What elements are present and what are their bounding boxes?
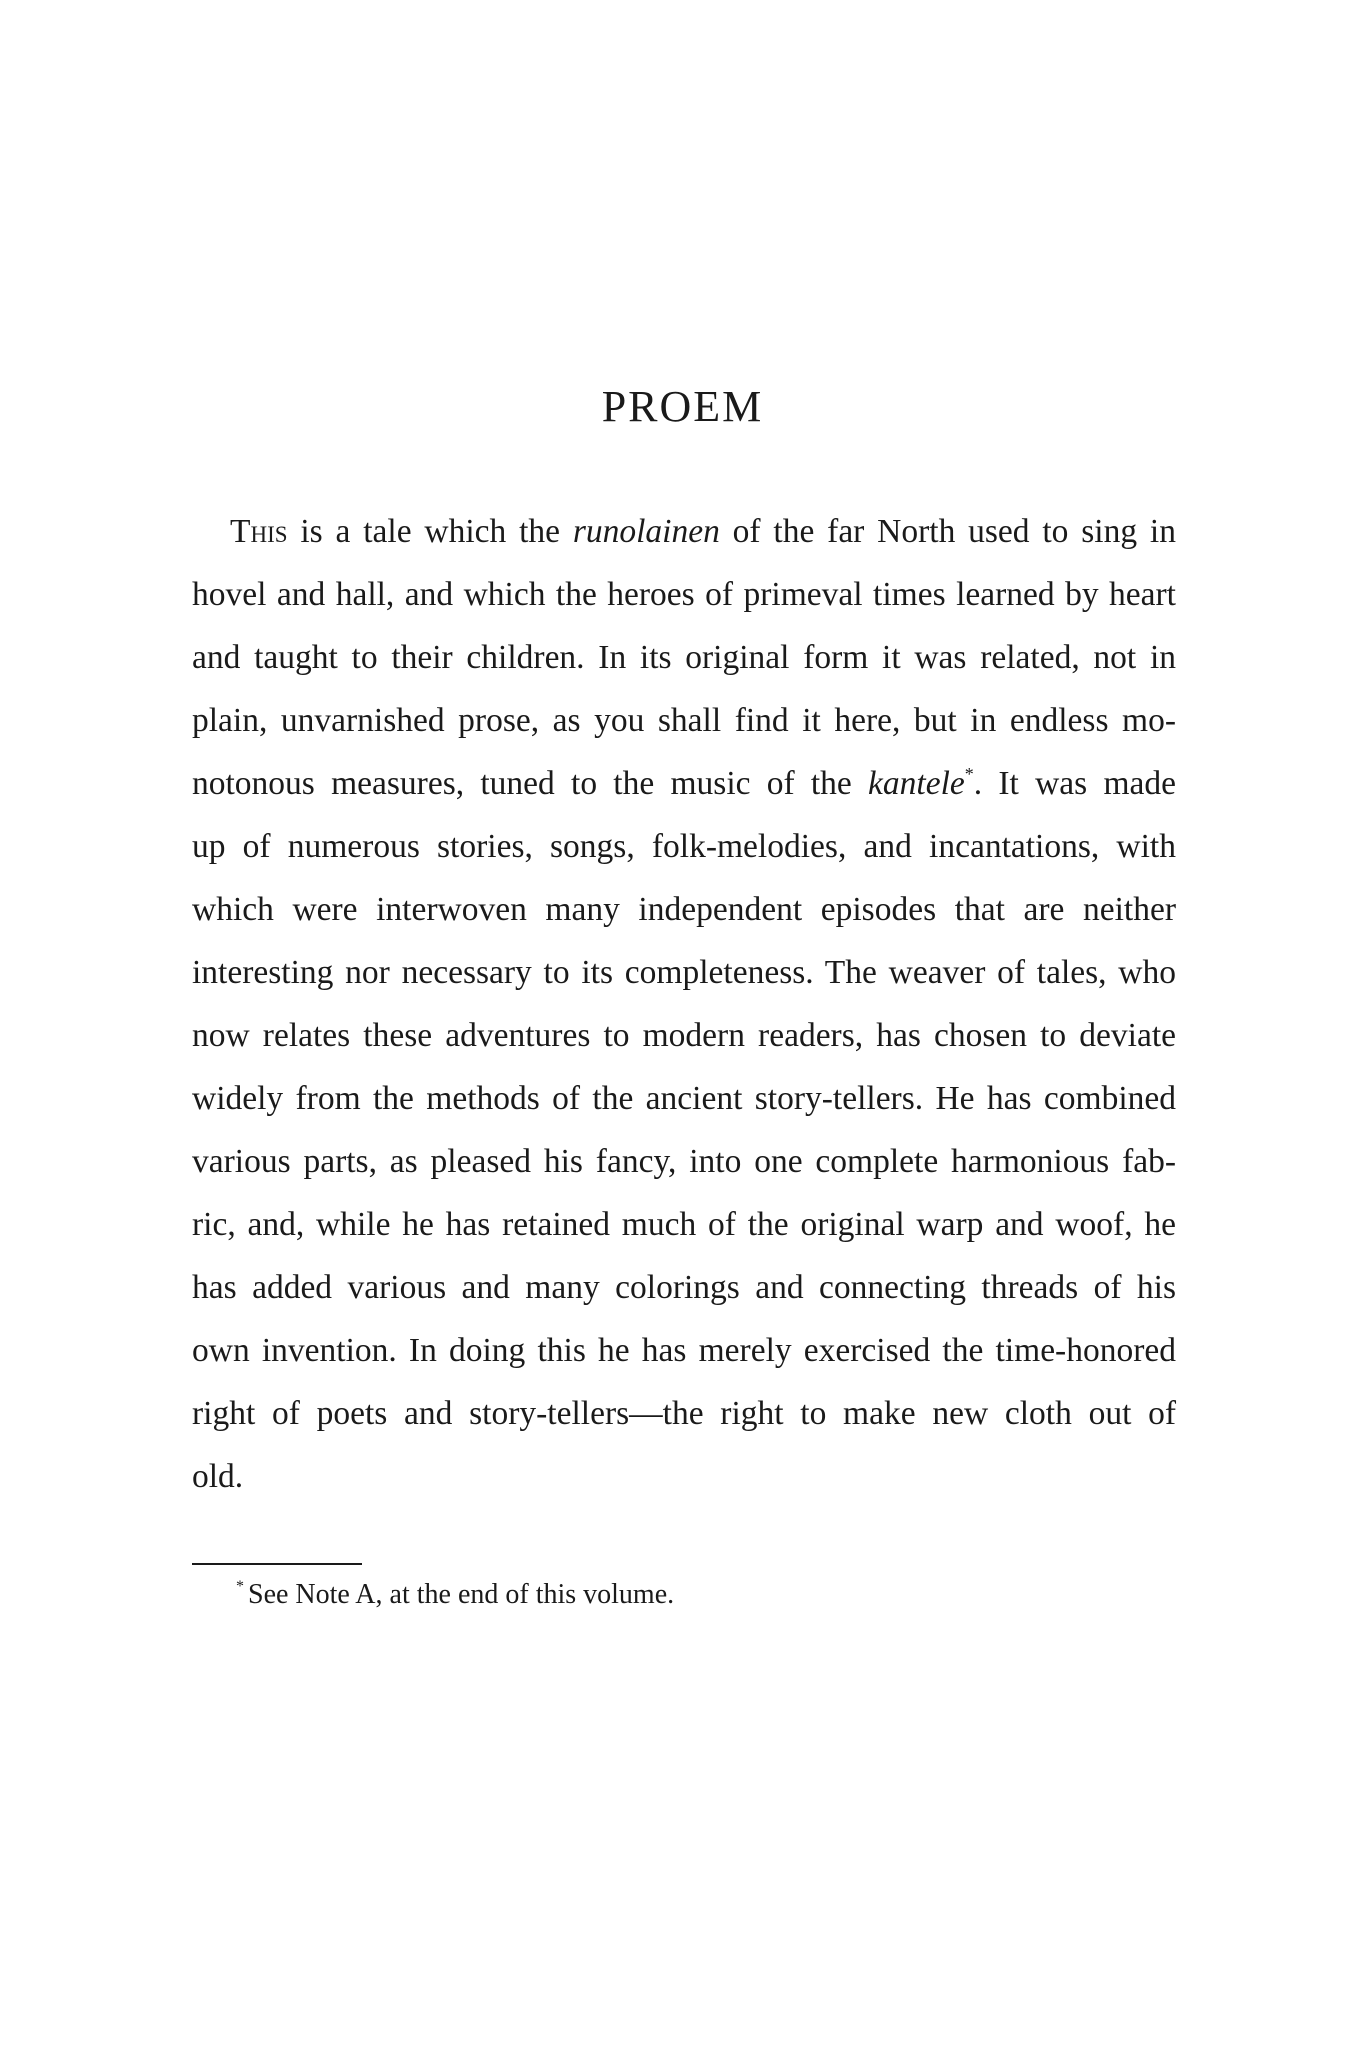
text-line: notonous measures, tuned to the music of the kantele*. It was made [192,764,1176,802]
italic-term: kantele [868,765,965,802]
chapter-title: PROEM [601,382,764,431]
text-line: hovel and hall, and which the heroes of primeval times learned by heart [192,576,1176,613]
text-line: interesting nor necessary to its completeness. The weaver of tales, who [192,954,1176,991]
text-line: now relates these adventures to modern readers, has chosen to deviate [192,1017,1176,1054]
text-line: various parts, as pleased his fancy, into one complete harmonious fab- [192,1143,1176,1180]
proem-paragraph [192,500,1176,1508]
footnote-mark: * [236,1578,244,1595]
text-line: has added various and many colorings and connecting threads of his [192,1269,1176,1306]
footnote [236,1578,674,1612]
text-line: up of numerous stories, songs, folk-melodies, and incantations, with [192,828,1176,865]
text-line: ric, and, while he has retained much of the original warp and woof, he [192,1206,1176,1243]
text-line: This is a tale which the runolainen of the far North used to sing in [230,513,1176,550]
italic-term: runolainen [572,513,720,550]
footnote-reference[interactable]: * [964,764,974,784]
text-line: and taught to their children. In its original form it was related, not in [192,639,1176,676]
text-line: old. [192,1458,244,1495]
text-line: right of poets and story-tellers—the right to make new cloth out of [192,1395,1176,1432]
text-line: widely from the methods of the ancient story-tellers. He has combined [192,1080,1176,1117]
drop-word: This [230,513,288,550]
footnote-text: See Note A, at the end of this volume. [248,1579,675,1610]
text-line: own invention. In doing this he has merely exercised the time-honored [192,1332,1176,1369]
text-line: plain, unvarnished prose, as you shall find it here, but in endless mo- [192,702,1176,739]
footnote-divider [192,1563,362,1565]
text-line: which were interwoven many independent episodes that are neither [192,891,1176,928]
